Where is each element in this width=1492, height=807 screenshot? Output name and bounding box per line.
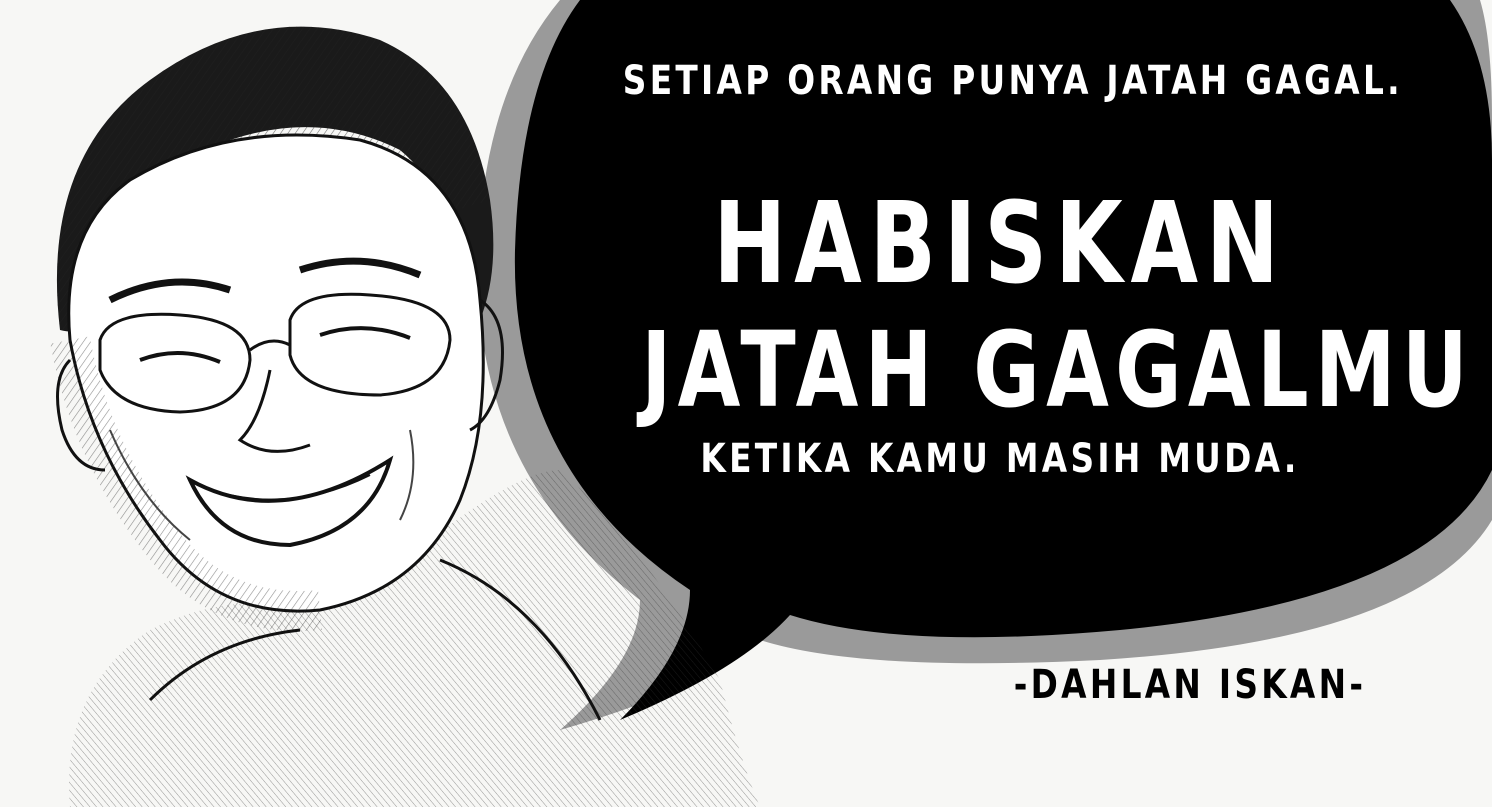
quote-line-4: KETIKA KAMU MASIH MUDA. (700, 436, 1300, 482)
quote-line-2: HABISKAN (713, 179, 1287, 309)
quote-attribution: -DAHLAN ISKAN- (1013, 662, 1367, 708)
quote-line-1: SETIAP ORANG PUNYA JATAH GAGAL. (622, 58, 1403, 104)
quote-line-3: JATAH GAGALMU (641, 309, 1474, 431)
